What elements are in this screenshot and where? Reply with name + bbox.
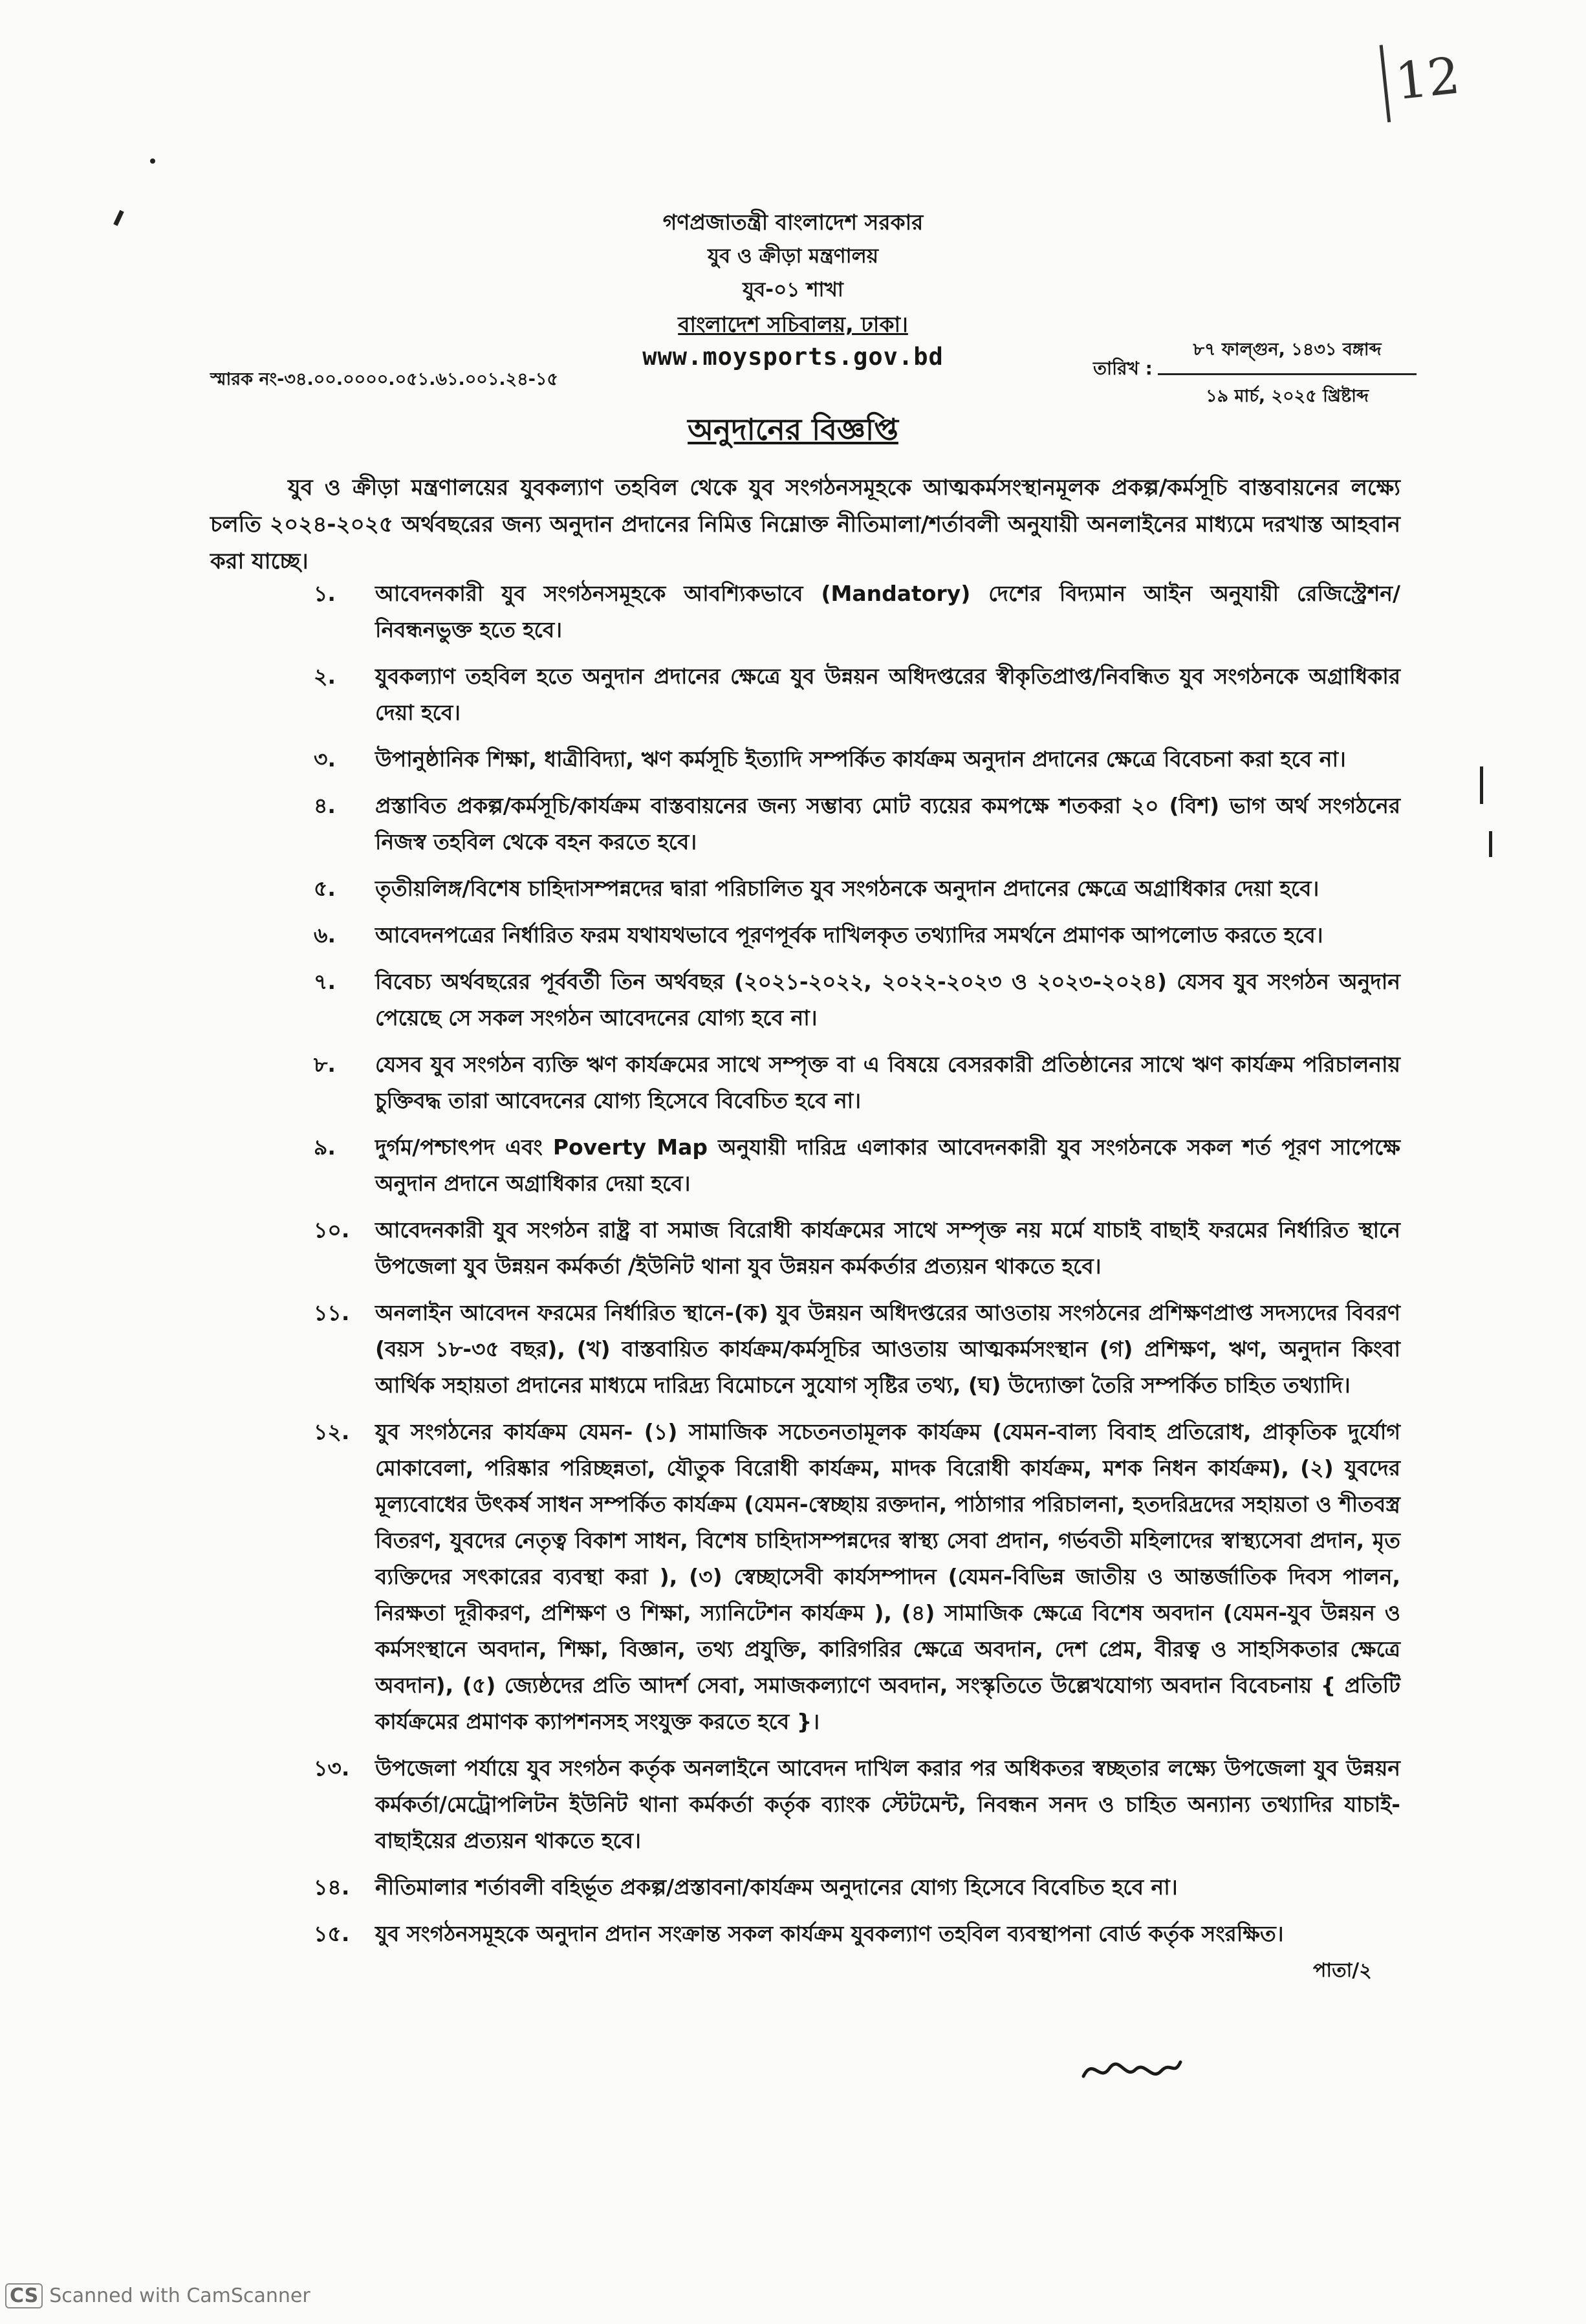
- item-text: প্রস্তাবিত প্রকল্প/কর্মসূচি/কার্যক্রম বাস্তবায়নের জন্য সম্ভাব্য মোট ব্যয়ের কমপক্ষে শতকরা ২০ (বিশ) ভাগ অর্থ সংগঠনের নিজস্ব তহবিল থেকে বহন করতে হবে।: [375, 793, 1400, 854]
- govt-name: গণপ্রজাতন্ত্রী বাংলাদেশ সরকার: [662, 210, 924, 235]
- item-number: ১৫.: [314, 1921, 350, 1946]
- list-item: [210, 576, 1400, 648]
- item-number: ৩.: [314, 746, 336, 772]
- conditions-list: [210, 576, 1400, 1962]
- item-text: অনলাইন আবেদন ফরমের নির্ধারিত স্থানে-(ক) যুব উন্নয়ন অধিদপ্তরের আওতায় সংগঠনের প্রশিক্ষণপ্রাপ্ত সদস্যদের বিবরণ (বয়স ১৮-৩৫ বছর), (খ) বাস্তবায়িত কার্যক্রম/কর্মসূচির আওতায় আত্মকর্মসংস্থান (গ) প্রশিক্ষণ, ঋণ, অনুদান কিংবা আর্থিক সহায়তা প্রদানের মাধ্যমে দারিদ্র্য বিমোচনে সুযোগ সৃষ্টির তথ্য, (ঘ) উদ্যোক্তা তৈরি সম্পর্কিত চাহিত তথ্যাদি।: [375, 1300, 1400, 1398]
- item-text: যেসব যুব সংগঠন ব্যক্তি ঋণ কার্যক্রমের সাথে সম্পৃক্ত বা এ বিষয়ে বেসরকারী প্রতিষ্ঠানের সাথে ঋণ কার্যক্রম পরিচালনায় চুক্তিবদ্ধ তারা আবেদনের যোগ্য হিসেবে বিবেচিত হবে না।: [375, 1052, 1400, 1113]
- date-label: তারিখ :: [1093, 358, 1153, 379]
- list-item: [210, 871, 1400, 907]
- item-text: তৃতীয়লিঙ্গ/বিশেষ চাহিদাসম্পন্নদের দ্বারা পরিচালিত যুব সংগঠনকে অনুদান প্রদানের ক্ষেত্রে অগ্রাধিকার দেয়া হবে।: [375, 876, 1320, 901]
- list-item: [210, 1414, 1400, 1740]
- notice-title: অনুদানের বিজ্ঞপ্তি: [688, 412, 898, 447]
- item-number: ১৪.: [314, 1874, 350, 1900]
- list-item: [210, 1295, 1400, 1404]
- item-number: ১১.: [314, 1300, 350, 1325]
- next-page-marker: পাতা/২: [1313, 1959, 1372, 1982]
- memo-number: স্মারক নং-৩৪.০০.০০০০.০৫১.৬১.০০১.২৪-১৫: [210, 369, 558, 389]
- item-text: উপজেলা পর্যায়ে যুব সংগঠন কর্তৃক অনলাইনে আবেদন দাখিল করার পর অধিকতর স্বচ্ছতার লক্ষ্যে উপজেলা যুব উন্নয়ন কর্মকর্তা/মেট্রোপলিটন ইউনিট থানা কর্মকর্তা কর্তৃক ব্যাংক স্টেটমেন্ট, নিবন্ধন সনদ ও চাহিত অন্যান্য তথ্যাদির যাচাই-বাছাইয়ের প্রত্যয়ন থাকতে হবে।: [375, 1755, 1400, 1853]
- item-text: নীতিমালার শর্তাবলী বহির্ভূত প্রকল্প/প্রস্তাবনা/কার্যক্রম অনুদানের যোগ্য হিসেবে বিবেচিত হবে না।: [375, 1874, 1178, 1900]
- item-text: যুব সংগঠনসমূহকে অনুদান প্রদান সংক্রান্ত সকল কার্যক্রম যুবকল্যাণ তহবিল ব্যবস্থাপনা বোর্ড কর্তৃক সংরক্ষিত।: [375, 1921, 1284, 1946]
- item-text: আবেদনকারী যুব সংগঠনসমূহকে আবশ্যিকভাবে (Mandatory) দেশের বিদ্যমান আইন অনুযায়ী রেজিস্ট্রেশন/ নিবন্ধনভুক্ত হতে হবে।: [375, 581, 1400, 642]
- intro-paragraph: যুব ও ক্রীড়া মন্ত্রণালয়ের যুবকল্যাণ তহবিল থেকে যুব সংগঠনসমূহকে আত্মকর্মসংস্থানমূলক প্রকল্প/কর্মসূচি বাস্তবায়নের লক্ষ্যে চলতি ২০২৪-২০২৫ অর্থবছরের জন্য অনুদান প্রদানের নিমিত্ত নিম্নোক্ত নীতিমালা/শর্তাবলী অনুযায়ী অনলাইনের মাধ্যমে দরখাস্ত আহবান করা যাচ্ছে।: [210, 475, 1400, 574]
- item-text: আবেদনকারী যুব সংগঠন রাষ্ট্র বা সমাজ বিরোধী কার্যক্রমের সাথে সম্পৃক্ত নয় মর্মে যাচাই বাছাই ফরমের নির্ধারিত স্থানে উপজেলা যুব উন্নয়ন কর্মকর্তা /ইউনিট থানা যুব উন্নয়ন কর্মকর্তার প্রত্যয়ন থাকতে হবে।: [375, 1217, 1400, 1279]
- scanner-footer-text: Scanned with CamScanner: [49, 2285, 310, 2307]
- item-text: আবেদনপত্রের নির্ধারিত ফরম যথাযথভাবে পূরণপূর্বক দাখিলকৃত তথ্যাদির সমর্থনে প্রমাণক আপলোড করতে হবে।: [375, 922, 1323, 948]
- list-item: [210, 788, 1400, 860]
- handwritten-page-number: 12: [1380, 33, 1506, 142]
- item-text: উপানুষ্ঠানিক শিক্ষা, ধাত্রীবিদ্যা, ঋণ কর্মসূচি ইত্যাদি সম্পর্কিত কার্যক্রম অনুদান প্রদানের ক্ষেত্রে বিবেচনা করা হবে না।: [375, 746, 1346, 772]
- scan-line-mark: [1489, 831, 1492, 857]
- office-address: বাংলাদেশ সচিবালয়, ঢাকা।: [678, 312, 908, 337]
- item-number: ৫.: [314, 876, 336, 901]
- item-text: যুবকল্যাণ তহবিল হতে অনুদান প্রদানের ক্ষেত্রে যুব উন্নয়ন অধিদপ্তরের স্বীকৃতিপ্রাপ্ত/নিবন্ধিত যুব সংগঠনকে অগ্রাধিকার দেয়া হবে।: [375, 664, 1400, 725]
- list-item: [210, 1869, 1400, 1906]
- item-number: ৯.: [314, 1135, 336, 1160]
- item-number: ৮.: [314, 1052, 336, 1077]
- date-bangla: ৮৭ ফাল্গুন, ১৪৩১ বঙ্গাব্দ: [1158, 336, 1417, 375]
- list-item: [210, 1916, 1400, 1952]
- date-block: [1158, 336, 1417, 412]
- item-number: ৭.: [314, 969, 336, 994]
- item-text: দুর্গম/পশ্চাৎপদ এবং Poverty Map অনুযায়ী দারিদ্র এলাকার আবেদনকারী যুব সংগঠনকে সকল শর্ত পূরণ সাপেক্ষে অনুদান প্রদানে অগ্রাধিকার দেয়া হবে।: [375, 1135, 1400, 1196]
- list-item: [210, 1047, 1400, 1119]
- item-text: বিবেচ্য অর্থবছরের পূর্ববর্তী তিন অর্থবছর (২০২১-২০২২, ২০২২-২০২৩ ও ২০২৩-২০২৪) যেসব যুব সংগঠন অনুদান পেয়েছে সে সকল সংগঠন আবেদনের যোগ্য হবে না।: [375, 969, 1400, 1030]
- camscanner-icon: CS: [5, 2283, 43, 2308]
- list-item: [210, 964, 1400, 1036]
- item-number: ১.: [314, 581, 336, 606]
- signature: [1080, 2050, 1184, 2089]
- item-number: ২.: [314, 664, 336, 689]
- item-number: ১২.: [314, 1419, 350, 1444]
- item-number: ৬.: [314, 922, 336, 948]
- section-name: যুব-০১ শাখা: [743, 278, 843, 301]
- item-number: ৪.: [314, 793, 336, 818]
- list-item: [210, 1212, 1400, 1285]
- list-item: [210, 1129, 1400, 1202]
- item-number: ১৩.: [314, 1755, 350, 1781]
- ministry-name: যুব ও ক্রীড়া মন্ত্রণালয়: [707, 244, 879, 268]
- item-text: যুব সংগঠনের কার্যক্রম যেমন- (১) সামাজিক সচেতনতামূলক কার্যক্রম (যেমন-বাল্য বিবাহ প্রতিরোধ, প্রাকৃতিক দুর্যোগ মোকাবেলা, পরিষ্কার পরিচ্ছন্নতা, যৌতুক বিরোধী কার্যক্রম, মাদক বিরোধী কার্যক্রম, মশক নিধন কার্যক্রম), (২) যুবদের মূল্যবোধের উৎকর্ষ সাধন সম্পর্কিত কার্যক্রম (যেমন-স্বেচ্ছায় রক্তদান, পাঠাগার পরিচালনা, হতদরিদ্রদের সহায়তা ও শীতবস্ত্র বিতরণ, যুবদের নেতৃত্ব বিকাশ সাধন, বিশেষ চাহিদাসম্পন্নদের স্বাস্থ্য সেবা প্রদান, গর্ভবতী মহিলাদের স্বাস্থ্যসেবা প্রদান, মৃত ব্যক্তিদের সৎকারের ব্যবস্থা করা ), (৩) স্বেচ্ছাসেবী কার্যসম্পাদন (যেমন-বিভিন্ন জাতীয় ও আন্তর্জাতিক দিবস পালন, নিরক্ষতা দূরীকরণ, প্রশিক্ষণ ও শিক্ষা, স্যানিটেশন কার্যক্রম ), (৪) সামাজিক ক্ষেত্রে বিশেষ অবদান (যেমন-যুব উন্নয়ন ও কর্মসংস্থানে অবদান, শিক্ষা, বিজ্ঞান, তথ্য প্রযুক্তি, কারিগরির ক্ষেত্রে অবদান, দেশ প্রেম, বীরত্ব ও সাহসিকতার ক্ষেত্রে অবদান), (৫) জ্যেষ্ঠদের প্রতি আদর্শ সেবা, সমাজকল্যাণে অবদান, সংস্কৃতিতে উল্লেখযোগ্য অবদান বিবেচনায় { প্রতিটি কার্যক্রমের প্রমাণক ক্যাপশনসহ সংযুক্ত করতে হবে }।: [375, 1419, 1400, 1734]
- scan-line-mark: [1480, 766, 1483, 804]
- scan-dot-mark: [150, 158, 155, 164]
- list-item: [210, 741, 1400, 777]
- date-english: ১৯ মার্চ, ২০২৫ খ্রিষ্টাব্দ: [1206, 386, 1369, 406]
- scanner-footer: [0, 2283, 388, 2316]
- list-item: [210, 658, 1400, 731]
- website-link: www.moysports.gov.bd: [642, 343, 944, 371]
- list-item: [210, 917, 1400, 953]
- item-number: ১০.: [314, 1217, 350, 1243]
- list-item: [210, 1750, 1400, 1859]
